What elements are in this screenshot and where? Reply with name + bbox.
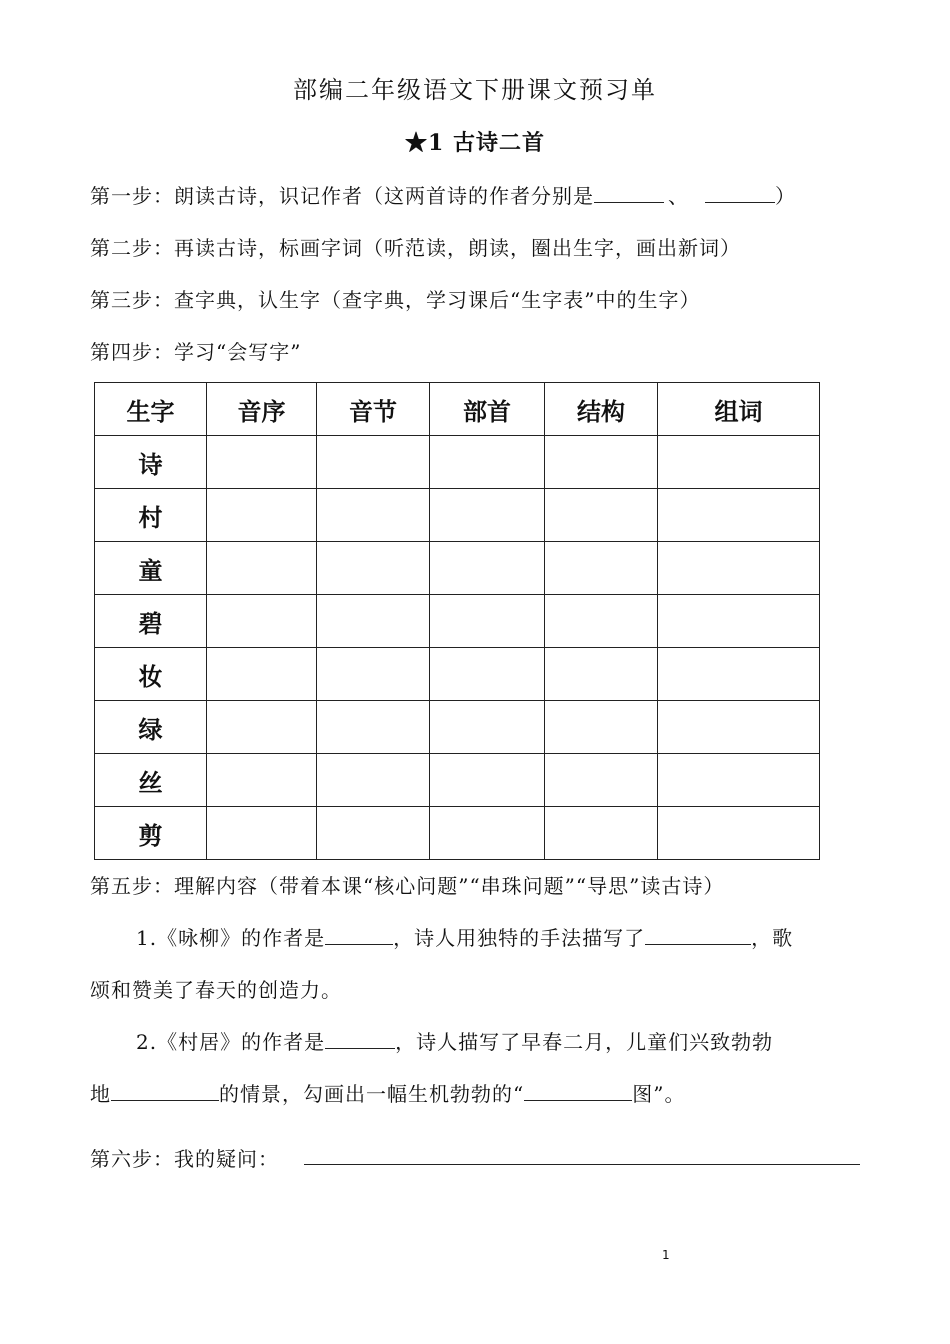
blank-cell[interactable]	[545, 701, 658, 754]
char-cell: 丝	[95, 754, 207, 807]
blank-cell[interactable]	[430, 595, 545, 648]
blank-cell[interactable]	[545, 436, 658, 489]
blank-cell[interactable]	[317, 436, 430, 489]
blank-cell[interactable]	[430, 648, 545, 701]
table-row	[95, 542, 820, 595]
blank-cell[interactable]	[430, 436, 545, 489]
q2-part-a: 2.《村居》的作者是	[136, 1030, 326, 1054]
blank-cell[interactable]	[658, 436, 820, 489]
blank-cell[interactable]	[658, 489, 820, 542]
blank-cell[interactable]	[317, 648, 430, 701]
blank-cell[interactable]	[317, 754, 430, 807]
char-cell: 童	[95, 542, 207, 595]
blank-cell[interactable]	[545, 648, 658, 701]
blank-cell[interactable]	[207, 701, 317, 754]
table-row	[95, 436, 820, 489]
blank-cell[interactable]	[207, 542, 317, 595]
blank-cell[interactable]	[658, 754, 820, 807]
header-syllable: 音节	[317, 383, 430, 436]
q1-part-c: ，歌	[751, 926, 794, 950]
step-6: 第六步：我的疑问：	[90, 1147, 279, 1171]
blank-cell[interactable]	[430, 754, 545, 807]
char-cell: 诗	[95, 436, 207, 489]
q2-picture-blank[interactable]	[524, 1080, 632, 1101]
char-cell: 村	[95, 489, 207, 542]
blank-cell[interactable]	[658, 807, 820, 860]
header-structure: 结构	[545, 383, 658, 436]
author-blank-2[interactable]	[705, 182, 775, 203]
q2-author-blank[interactable]	[325, 1028, 395, 1049]
char-cell: 妆	[95, 648, 207, 701]
q1-object-blank[interactable]	[645, 924, 751, 945]
blank-cell[interactable]	[658, 648, 820, 701]
blank-cell[interactable]	[545, 754, 658, 807]
table-row	[95, 807, 820, 860]
blank-cell[interactable]	[317, 701, 430, 754]
character-table	[94, 382, 820, 860]
author-blank-1[interactable]	[594, 182, 664, 203]
q2-part-b: ，诗人描写了早春二月，儿童们兴致勃勃	[395, 1030, 774, 1054]
char-cell: 碧	[95, 595, 207, 648]
blank-cell[interactable]	[207, 807, 317, 860]
q1-part-b: ，诗人用独特的手法描写了	[393, 926, 646, 950]
q1-author-blank[interactable]	[325, 924, 393, 945]
step-1-text: 第一步：朗读古诗，识记作者（这两首诗的作者分别是	[90, 184, 594, 208]
lesson-title: ★1 古诗二首	[405, 130, 545, 156]
blank-cell[interactable]	[430, 701, 545, 754]
step-1-separator: 、	[668, 184, 689, 208]
step-1	[90, 180, 796, 209]
blank-cell[interactable]	[207, 754, 317, 807]
header-initial: 音序	[207, 383, 317, 436]
blank-cell[interactable]	[317, 807, 430, 860]
header-char: 生字	[95, 383, 207, 436]
step-1-end: ）	[775, 184, 796, 208]
header-radical: 部首	[430, 383, 545, 436]
page-number: 1	[662, 1248, 670, 1262]
blank-cell[interactable]	[545, 807, 658, 860]
q2-part-c: 地	[90, 1082, 111, 1106]
question-2-line-2	[90, 1078, 685, 1107]
blank-cell[interactable]	[658, 595, 820, 648]
table-header-row	[95, 383, 820, 436]
table-row	[95, 648, 820, 701]
table-row	[95, 489, 820, 542]
char-cell: 剪	[95, 807, 207, 860]
page-title: 部编二年级语文下册课文预习单	[293, 76, 657, 104]
blank-cell[interactable]	[658, 701, 820, 754]
table-row	[95, 754, 820, 807]
blank-cell[interactable]	[207, 436, 317, 489]
blank-cell[interactable]	[430, 489, 545, 542]
blank-cell[interactable]	[545, 542, 658, 595]
blank-cell[interactable]	[430, 807, 545, 860]
table-row	[95, 701, 820, 754]
q1-part-a: 1.《咏柳》的作者是	[136, 926, 326, 950]
q2-part-d: 的情景，勾画出一幅生机勃勃的“	[219, 1082, 525, 1106]
step-5: 第五步：理解内容（带着本课“核心问题”“串珠问题”“导思”读古诗）	[90, 874, 725, 898]
step-2: 第二步：再读古诗，标画字词（听范读，朗读，圈出生字，画出新词）	[90, 236, 741, 260]
blank-cell[interactable]	[430, 542, 545, 595]
blank-cell[interactable]	[317, 489, 430, 542]
table-row	[95, 595, 820, 648]
blank-cell[interactable]	[545, 489, 658, 542]
step-3: 第三步：查字典，认生字（查字典，学习课后“生字表”中的生字）	[90, 288, 701, 312]
step-4: 第四步：学习“会写字”	[90, 340, 302, 364]
question-2-line-1	[136, 1026, 773, 1055]
header-words: 组词	[658, 383, 820, 436]
blank-cell[interactable]	[545, 595, 658, 648]
char-cell: 绿	[95, 701, 207, 754]
q2-part-e: 图”。	[632, 1082, 686, 1106]
question-1-line-2: 颂和赞美了春天的创造力。	[90, 978, 342, 1002]
question-1-line-1	[136, 922, 793, 951]
blank-cell[interactable]	[317, 542, 430, 595]
blank-cell[interactable]	[207, 648, 317, 701]
blank-cell[interactable]	[207, 489, 317, 542]
blank-cell[interactable]	[658, 542, 820, 595]
blank-cell[interactable]	[207, 595, 317, 648]
q2-activity-blank[interactable]	[111, 1080, 219, 1101]
blank-cell[interactable]	[317, 595, 430, 648]
question-answer-line[interactable]	[304, 1164, 860, 1165]
